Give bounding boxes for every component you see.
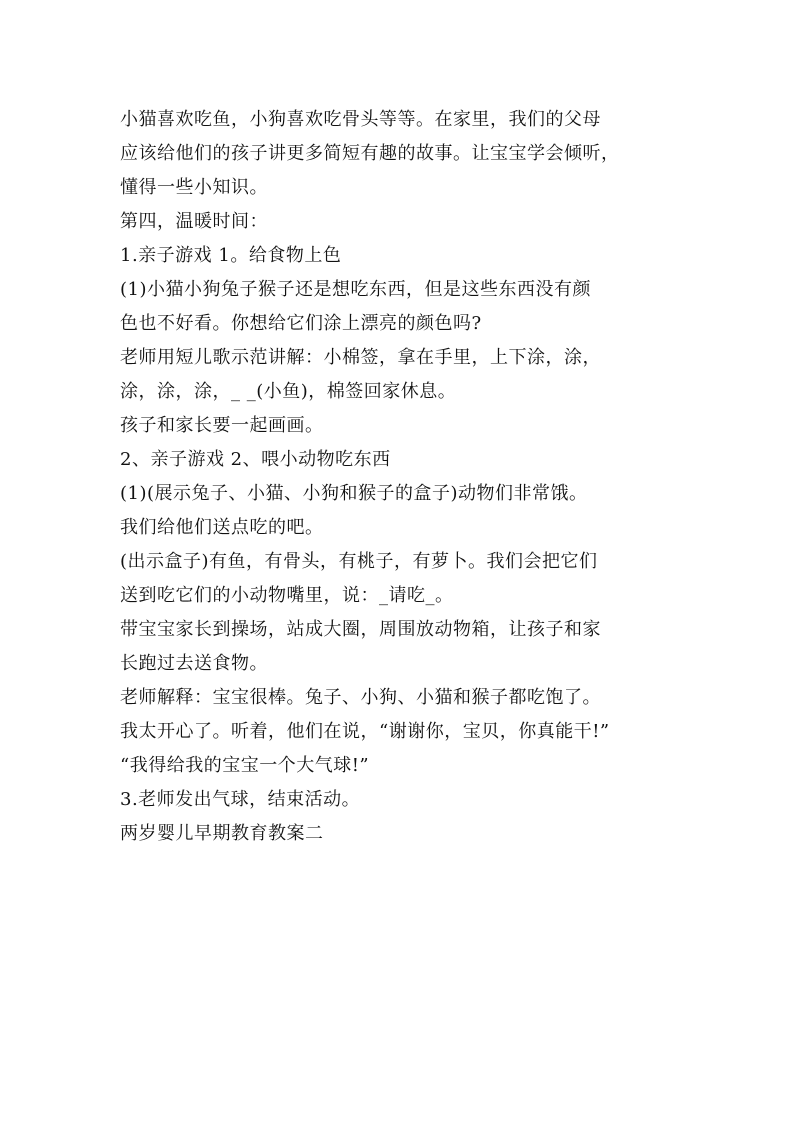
text-line: 我太开心了。听着，他们在说，“谢谢你，宝贝，你真能干!” <box>120 721 610 742</box>
text-line: 老师解释：宝宝很棒。兔子、小狗、小猫和猴子都吃饱了。 <box>120 687 601 708</box>
text-line: 3.老师发出气球，结束活动。 <box>120 789 361 810</box>
text-line: 我们给他们送点吃的吧。 <box>120 517 324 538</box>
text-line: 长跑过去送食物。 <box>120 653 268 674</box>
text-line: 带宝宝家长到操场，站成大圈，周围放动物箱，让孩子和家 <box>120 619 601 640</box>
text-line: 懂得一些小知识。 <box>120 177 268 198</box>
section-heading: 第四，温暖时间： <box>120 211 268 232</box>
text-line: 色也不好看。你想给它们涂上漂亮的颜色吗? <box>120 313 482 334</box>
document-body <box>120 103 700 851</box>
activity-heading: 2、亲子游戏 2、喂小动物吃东西 <box>120 449 391 470</box>
text-line: “我得给我的宝宝一个大气球!” <box>120 755 370 776</box>
lesson-plan-title: 两岁婴儿早期教育教案二 <box>120 823 324 844</box>
text-line: (1)小猫小狗兔子猴子还是想吃东西，但是这些东西没有颜 <box>120 279 591 300</box>
text-line: 送到吃它们的小动物嘴里，说：_请吃_。 <box>120 585 454 606</box>
text-line: (出示盒子)有鱼，有骨头，有桃子，有萝卜。我们会把它们 <box>120 551 598 572</box>
text-line: 涂，涂，涂，_ _(小鱼)，棉签回家休息。 <box>120 381 457 402</box>
text-line: (1)(展示兔子、小猫、小狗和猴子的盒子)动物们非常饿。 <box>120 483 588 504</box>
activity-heading: 1.亲子游戏 1。给食物上色 <box>120 245 342 266</box>
text-line: 应该给他们的孩子讲更多简短有趣的故事。让宝宝学会倾听， <box>120 143 620 164</box>
text-line: 老师用短儿歌示范讲解：小棉签，拿在手里，上下涂，涂， <box>120 347 601 368</box>
text-line: 孩子和家长要一起画画。 <box>120 415 324 436</box>
text-line: 小猫喜欢吃鱼，小狗喜欢吃骨头等等。在家里，我们的父母 <box>120 109 601 130</box>
